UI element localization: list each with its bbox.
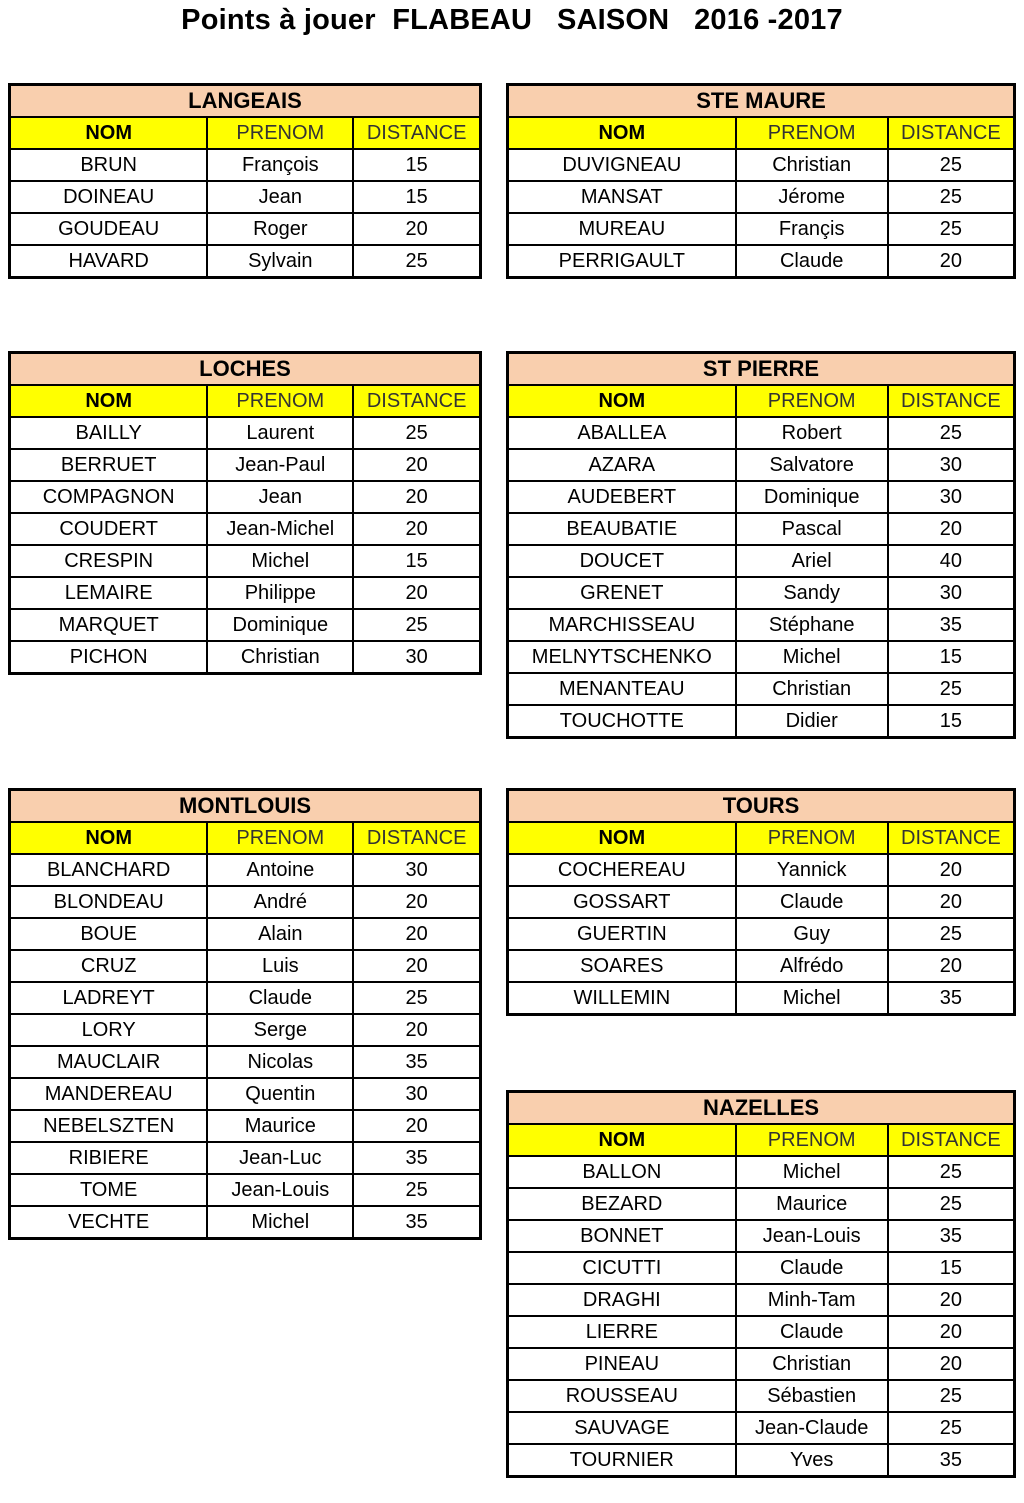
table-row [10, 1046, 481, 1078]
table-row [508, 641, 1015, 673]
club-name-row [508, 1092, 1015, 1125]
table-row [508, 181, 1015, 213]
table-row [10, 149, 481, 181]
cell-prenom: François [207, 149, 353, 181]
cell-nom: BAILLY [10, 417, 208, 449]
cell-prenom: Claude [736, 245, 888, 278]
cell-distance: 20 [888, 1284, 1015, 1316]
table-row [508, 449, 1015, 481]
cell-distance: 15 [353, 181, 480, 213]
page-title: Points à jouer FLABEAU SAISON 2016 -2017 [181, 4, 843, 36]
cell-nom: BEZARD [508, 1188, 736, 1220]
cell-distance: 15 [888, 1252, 1015, 1284]
cell-prenom: Minh-Tam [736, 1284, 888, 1316]
cell-nom: MARCHISSEAU [508, 609, 736, 641]
cell-distance: 25 [888, 1188, 1015, 1220]
cell-nom: BEAUBATIE [508, 513, 736, 545]
table-row [10, 417, 481, 449]
cell-prenom: Yves [736, 1444, 888, 1477]
cell-distance: 30 [888, 449, 1015, 481]
cell-distance: 15 [888, 705, 1015, 738]
table-row [10, 1174, 481, 1206]
cell-nom: ABALLEA [508, 417, 736, 449]
table-row [10, 1110, 481, 1142]
table-row [508, 1220, 1015, 1252]
cell-prenom: Jean-Louis [207, 1174, 353, 1206]
table-row [508, 609, 1015, 641]
header-row [508, 822, 1015, 854]
cell-distance: 25 [888, 417, 1015, 449]
club-table-ste-maure [506, 83, 1016, 279]
cell-nom: BERRUET [10, 449, 208, 481]
header-distance: DISTANCE [353, 117, 480, 149]
cell-distance: 30 [353, 1078, 480, 1110]
cell-distance: 25 [353, 1174, 480, 1206]
cell-distance: 20 [888, 513, 1015, 545]
cell-prenom: Stéphane [736, 609, 888, 641]
cell-prenom: Salvatore [736, 449, 888, 481]
cell-nom: TOME [10, 1174, 208, 1206]
club-table-st-pierre [506, 351, 1016, 739]
header-row [10, 385, 481, 417]
header-row [508, 385, 1015, 417]
cell-nom: SOARES [508, 950, 736, 982]
cell-nom: CICUTTI [508, 1252, 736, 1284]
table-row [10, 245, 481, 278]
cell-nom: BLANCHARD [10, 854, 208, 886]
table-row [508, 1156, 1015, 1188]
cell-nom: COMPAGNON [10, 481, 208, 513]
cell-nom: BOUE [10, 918, 208, 950]
header-prenom: PRENOM [736, 822, 888, 854]
cell-nom: MAUCLAIR [10, 1046, 208, 1078]
club-table-montlouis [8, 788, 482, 1240]
table-row [10, 545, 481, 577]
table-row [508, 982, 1015, 1015]
cell-distance: 25 [353, 982, 480, 1014]
club-name-row [508, 353, 1015, 386]
table-row [508, 918, 1015, 950]
cell-prenom: Nicolas [207, 1046, 353, 1078]
header-distance: DISTANCE [888, 1124, 1015, 1156]
cell-distance: 35 [353, 1206, 480, 1239]
club-name-row [10, 790, 481, 823]
table-row [10, 449, 481, 481]
cell-nom: SAUVAGE [508, 1412, 736, 1444]
cell-distance: 25 [888, 918, 1015, 950]
header-row [10, 117, 481, 149]
cell-prenom: Christian [736, 673, 888, 705]
cell-distance: 25 [888, 1380, 1015, 1412]
header-prenom: PRENOM [207, 822, 353, 854]
cell-prenom: Alfrédo [736, 950, 888, 982]
cell-distance: 30 [888, 577, 1015, 609]
cell-prenom: Laurent [207, 417, 353, 449]
header-nom: NOM [10, 822, 208, 854]
cell-nom: GOUDEAU [10, 213, 208, 245]
cell-distance: 20 [353, 918, 480, 950]
table-row [10, 181, 481, 213]
cell-prenom: Jean-Paul [207, 449, 353, 481]
cell-prenom: Christian [207, 641, 353, 674]
club-table-loches [8, 351, 482, 675]
cell-prenom: Maurice [736, 1188, 888, 1220]
cell-nom: HAVARD [10, 245, 208, 278]
club-name: ST PIERRE [508, 353, 1015, 386]
cell-distance: 20 [353, 513, 480, 545]
cell-nom: MANSAT [508, 181, 736, 213]
cell-distance: 35 [888, 1220, 1015, 1252]
cell-nom: NEBELSZTEN [10, 1110, 208, 1142]
cell-prenom: Jean-Louis [736, 1220, 888, 1252]
club-name: STE MAURE [508, 85, 1015, 118]
club-name: NAZELLES [508, 1092, 1015, 1125]
cell-distance: 25 [888, 1412, 1015, 1444]
cell-prenom: Michel [736, 1156, 888, 1188]
table-row [10, 982, 481, 1014]
cell-distance: 35 [353, 1046, 480, 1078]
cell-prenom: Michel [736, 982, 888, 1015]
table-row [508, 1188, 1015, 1220]
cell-prenom: Michel [736, 641, 888, 673]
cell-distance: 25 [353, 609, 480, 641]
table-row [508, 149, 1015, 181]
cell-distance: 30 [353, 854, 480, 886]
cell-nom: AZARA [508, 449, 736, 481]
club-table-langeais [8, 83, 482, 279]
cell-nom: PINEAU [508, 1348, 736, 1380]
cell-distance: 40 [888, 545, 1015, 577]
cell-prenom: Antoine [207, 854, 353, 886]
cell-prenom: Jean-Michel [207, 513, 353, 545]
club-name: LOCHES [10, 353, 481, 386]
cell-distance: 15 [353, 545, 480, 577]
cell-prenom: Maurice [207, 1110, 353, 1142]
table-row [10, 886, 481, 918]
table-row [10, 1014, 481, 1046]
cell-distance: 25 [888, 1156, 1015, 1188]
cell-distance: 25 [353, 417, 480, 449]
cell-prenom: Jean-Claude [736, 1412, 888, 1444]
cell-prenom: Michel [207, 1206, 353, 1239]
table-row [10, 641, 481, 674]
cell-distance: 20 [353, 449, 480, 481]
cell-distance: 35 [888, 609, 1015, 641]
cell-prenom: Sébastien [736, 1380, 888, 1412]
header-nom: NOM [508, 385, 736, 417]
cell-nom: COUDERT [10, 513, 208, 545]
cell-nom: GRENET [508, 577, 736, 609]
cell-distance: 35 [888, 1444, 1015, 1477]
club-name: LANGEAIS [10, 85, 481, 118]
cell-distance: 20 [353, 1014, 480, 1046]
table-row [10, 609, 481, 641]
table-row [508, 245, 1015, 278]
cell-nom: MUREAU [508, 213, 736, 245]
cell-nom: GUERTIN [508, 918, 736, 950]
cell-prenom: Luis [207, 950, 353, 982]
cell-distance: 20 [353, 950, 480, 982]
club-name-row [10, 85, 481, 118]
cell-prenom: Claude [207, 982, 353, 1014]
cell-prenom: Dominique [207, 609, 353, 641]
cell-nom: LEMAIRE [10, 577, 208, 609]
cell-distance: 20 [353, 213, 480, 245]
cell-prenom: Yannick [736, 854, 888, 886]
cell-distance: 20 [353, 1110, 480, 1142]
cell-nom: DRAGHI [508, 1284, 736, 1316]
club-name: MONTLOUIS [10, 790, 481, 823]
table-row [508, 513, 1015, 545]
cell-prenom: Serge [207, 1014, 353, 1046]
club-name-row [10, 353, 481, 386]
table-row [508, 1444, 1015, 1477]
cell-distance: 20 [888, 1316, 1015, 1348]
cell-nom: LORY [10, 1014, 208, 1046]
cell-nom: CRESPIN [10, 545, 208, 577]
table-row [508, 417, 1015, 449]
table-row [10, 1078, 481, 1110]
header-nom: NOM [508, 117, 736, 149]
cell-prenom: Didier [736, 705, 888, 738]
cell-prenom: Jean [207, 181, 353, 213]
table-row [508, 545, 1015, 577]
table-row [508, 577, 1015, 609]
table-row [10, 950, 481, 982]
cell-prenom: Jérome [736, 181, 888, 213]
cell-distance: 20 [888, 245, 1015, 278]
cell-nom: DUVIGNEAU [508, 149, 736, 181]
table-row [10, 513, 481, 545]
cell-prenom: Philippe [207, 577, 353, 609]
cell-distance: 25 [888, 149, 1015, 181]
club-name-row [508, 85, 1015, 118]
cell-nom: DOINEAU [10, 181, 208, 213]
table-row [508, 886, 1015, 918]
cell-prenom: Dominique [736, 481, 888, 513]
cell-nom: BONNET [508, 1220, 736, 1252]
header-distance: DISTANCE [888, 385, 1015, 417]
cell-nom: COCHEREAU [508, 854, 736, 886]
club-name: TOURS [508, 790, 1015, 823]
cell-nom: MENANTEAU [508, 673, 736, 705]
cell-distance: 30 [353, 641, 480, 674]
cell-prenom: Christian [736, 1348, 888, 1380]
cell-distance: 20 [888, 854, 1015, 886]
header-nom: NOM [10, 117, 208, 149]
cell-prenom: Ariel [736, 545, 888, 577]
table-row [10, 213, 481, 245]
header-prenom: PRENOM [736, 1124, 888, 1156]
cell-prenom: Pascal [736, 513, 888, 545]
cell-nom: BALLON [508, 1156, 736, 1188]
cell-nom: PERRIGAULT [508, 245, 736, 278]
header-distance: DISTANCE [888, 117, 1015, 149]
table-row [508, 1252, 1015, 1284]
header-nom: NOM [508, 822, 736, 854]
cell-nom: GOSSART [508, 886, 736, 918]
cell-prenom: Guy [736, 918, 888, 950]
cell-distance: 25 [888, 213, 1015, 245]
cell-prenom: Robert [736, 417, 888, 449]
club-table-tours [506, 788, 1016, 1016]
header-prenom: PRENOM [736, 117, 888, 149]
table-row [10, 918, 481, 950]
cell-nom: AUDEBERT [508, 481, 736, 513]
header-prenom: PRENOM [736, 385, 888, 417]
cell-distance: 15 [888, 641, 1015, 673]
cell-nom: BLONDEAU [10, 886, 208, 918]
cell-prenom: Sandy [736, 577, 888, 609]
table-row [508, 1412, 1015, 1444]
cell-prenom: Claude [736, 1316, 888, 1348]
cell-distance: 20 [353, 886, 480, 918]
cell-prenom: Françis [736, 213, 888, 245]
cell-prenom: Alain [207, 918, 353, 950]
table-row [10, 577, 481, 609]
header-prenom: PRENOM [207, 385, 353, 417]
cell-distance: 25 [888, 673, 1015, 705]
cell-prenom: Sylvain [207, 245, 353, 278]
cell-nom: VECHTE [10, 1206, 208, 1239]
cell-nom: LIERRE [508, 1316, 736, 1348]
cell-nom: CRUZ [10, 950, 208, 982]
cell-prenom: Michel [207, 545, 353, 577]
cell-distance: 25 [888, 181, 1015, 213]
table-row [508, 1380, 1015, 1412]
table-row [508, 1284, 1015, 1316]
cell-nom: WILLEMIN [508, 982, 736, 1015]
table-row [10, 1206, 481, 1239]
cell-distance: 20 [888, 886, 1015, 918]
club-table-nazelles [506, 1090, 1016, 1478]
header-distance: DISTANCE [353, 385, 480, 417]
header-row [10, 822, 481, 854]
cell-prenom: André [207, 886, 353, 918]
cell-nom: ROUSSEAU [508, 1380, 736, 1412]
cell-distance: 20 [888, 950, 1015, 982]
table-row [508, 705, 1015, 738]
table-row [508, 854, 1015, 886]
cell-prenom: Claude [736, 886, 888, 918]
cell-prenom: Roger [207, 213, 353, 245]
header-row [508, 1124, 1015, 1156]
table-row [10, 481, 481, 513]
cell-nom: DOUCET [508, 545, 736, 577]
cell-nom: BRUN [10, 149, 208, 181]
cell-distance: 25 [353, 245, 480, 278]
cell-distance: 20 [888, 1348, 1015, 1380]
cell-nom: TOUCHOTTE [508, 705, 736, 738]
table-row [508, 1348, 1015, 1380]
club-name-row [508, 790, 1015, 823]
cell-nom: TOURNIER [508, 1444, 736, 1477]
cell-distance: 20 [353, 481, 480, 513]
cell-nom: RIBIERE [10, 1142, 208, 1174]
header-nom: NOM [10, 385, 208, 417]
cell-nom: PICHON [10, 641, 208, 674]
cell-prenom: Jean-Luc [207, 1142, 353, 1174]
header-row [508, 117, 1015, 149]
cell-distance: 20 [353, 577, 480, 609]
cell-distance: 30 [888, 481, 1015, 513]
table-row [508, 481, 1015, 513]
header-distance: DISTANCE [353, 822, 480, 854]
table-row [508, 213, 1015, 245]
table-row [508, 673, 1015, 705]
table-row [10, 854, 481, 886]
cell-prenom: Claude [736, 1252, 888, 1284]
table-row [10, 1142, 481, 1174]
cell-nom: LADREYT [10, 982, 208, 1014]
cell-prenom: Jean [207, 481, 353, 513]
table-row [508, 1316, 1015, 1348]
cell-prenom: Quentin [207, 1078, 353, 1110]
cell-nom: MARQUET [10, 609, 208, 641]
header-distance: DISTANCE [888, 822, 1015, 854]
cell-distance: 15 [353, 149, 480, 181]
cell-distance: 35 [888, 982, 1015, 1015]
cell-nom: MELNYTSCHENKO [508, 641, 736, 673]
cell-distance: 35 [353, 1142, 480, 1174]
cell-nom: MANDEREAU [10, 1078, 208, 1110]
table-row [508, 950, 1015, 982]
cell-prenom: Christian [736, 149, 888, 181]
header-nom: NOM [508, 1124, 736, 1156]
header-prenom: PRENOM [207, 117, 353, 149]
